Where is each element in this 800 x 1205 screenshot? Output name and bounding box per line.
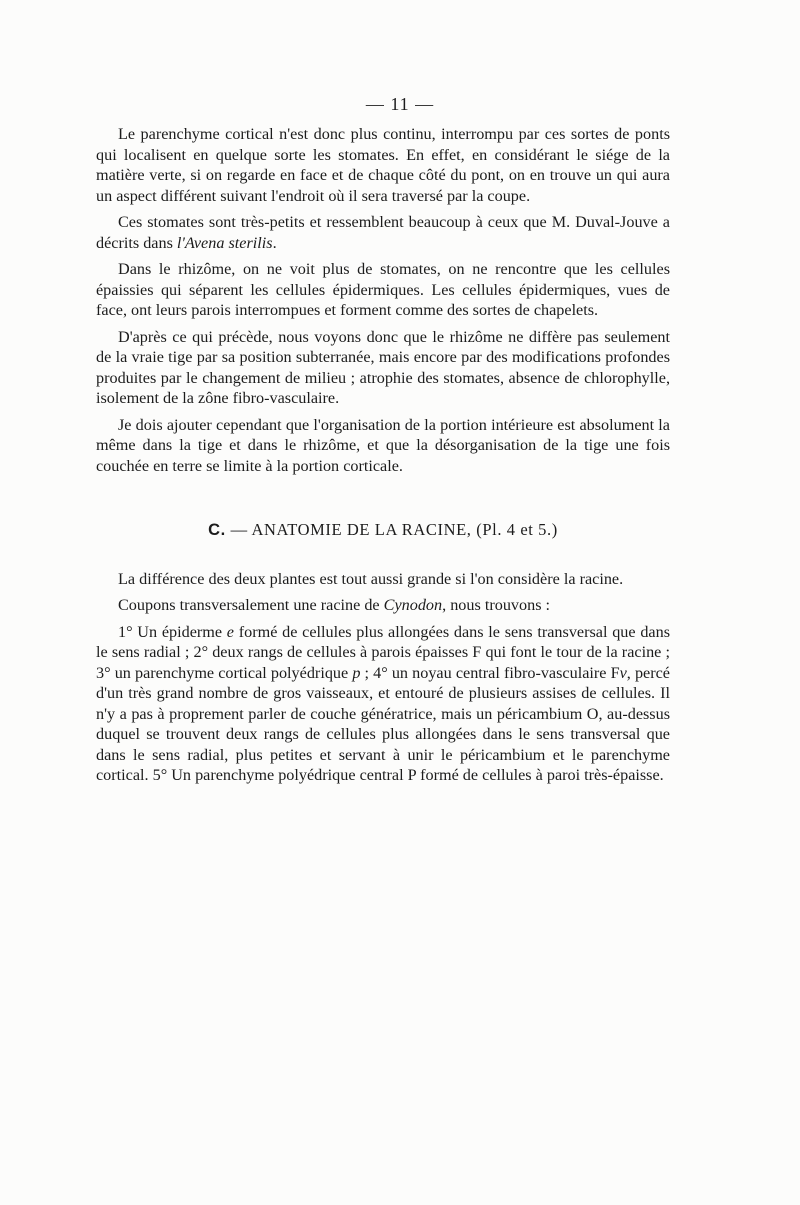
genus-name: Cynodon <box>383 596 443 614</box>
enum-part-1: 1° Un épiderme <box>118 622 227 641</box>
label-e: e <box>226 622 234 641</box>
species-name: l'Avena sterilis <box>176 233 273 252</box>
enum-part-2: formé de cellules plus allongées dans le sens transversal que dans le sens radial ; 2° deux rangs de cellules à parois épaisses F qui font le tour de la racine ; 3° un parenchyme cortical polyédrique <box>96 622 670 682</box>
paragraph-difference: La différence des deux plantes est tout aussi grande si l'on considère la racine. <box>118 569 624 588</box>
paragraph-stomates <box>96 212 670 253</box>
paragraph-parenchyme: Le parenchyme cortical n'est donc plus continu, interrompu par ces sortes de ponts qui localisent en quelque sorte les stomates. En effet, en considérant le siége de la matière verte, si on regarde en face et de chaque côté du pont, on en trouve un qui aura un aspect différent suivant l'endroit où il sera traversé par la coupe. <box>96 125 670 205</box>
page-number: — 11 — <box>365 94 435 114</box>
paragraph-precede: D'après ce qui précède, nous voyons donc que le rhizôme ne diffère pas seulement de la vraie tige par sa position subterranée, mais encore par des modifications profondes produites par le changement de milieu ; atrophie des stomates, absence de chlorophylle, isolement de la zône fibro-vasculaire. <box>96 327 670 407</box>
section-heading <box>96 520 670 541</box>
stomates-text: Ces stomates sont très-petits et ressemblent beaucoup à ceux que M. Duval-Jouve a décrits dans <box>96 213 670 252</box>
coupons-end: , nous trouvons : <box>442 596 551 614</box>
section-letter: C. <box>208 521 226 539</box>
coupons-text: Coupons transversalement une racine de <box>118 596 384 614</box>
paragraph-rhizome: Dans le rhizôme, on ne voit plus de stomates, on ne rencontre que les cellules épaissies qui séparent les cellules épidermiques. Les cellules épidermiques, vues de face, ont leurs parois interrompues et forment comme des sortes de chapelets. <box>96 260 670 319</box>
paragraph-ajouter: Je dois ajouter cependant que l'organisation de la portion intérieure est absolument la même dans la tige et dans le rhizôme, et que la désorganisation de la tige une fois couchée en terre se limite à la portion corticale. <box>96 415 670 475</box>
paragraph-coupons <box>96 595 670 616</box>
paragraph-enumeration <box>96 622 670 786</box>
enum-part-4: , percé d'un très grand nombre de gros vaisseaux, et entouré de plusieurs assises de cellules. Il n'y a pas à proprement parler de couche génératrice, mais un péricambium O, au-dessus duquel se trouvent deux rangs de cellules plus allongées dans le sens transversal que dans le sens radial, plus petites et servant à unir le péricambium et le parenchyme cortical. 5° Un parenchyme polyédrique central P formé de cellules à paroi très-épaisse. <box>96 663 670 784</box>
enum-part-3: ; 4° un noyau central fibro-vasculaire F <box>360 663 620 682</box>
label-p: p <box>352 663 361 682</box>
section-title: — ANATOMIE DE LA RACINE, (Pl. 4 et 5.) <box>225 520 558 539</box>
stomates-end: . <box>272 233 277 252</box>
body-text <box>96 124 670 792</box>
label-v: v <box>619 663 627 682</box>
